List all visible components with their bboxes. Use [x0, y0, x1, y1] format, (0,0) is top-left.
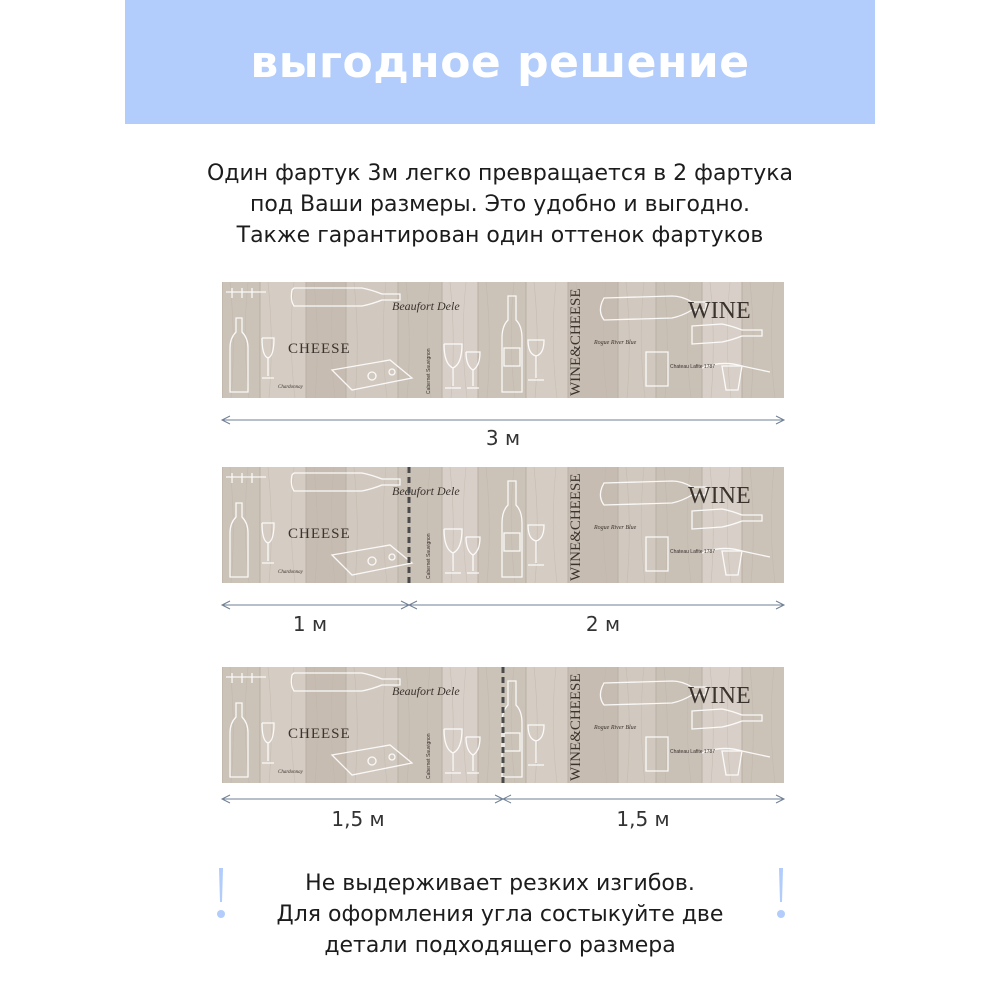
dimension-label: 3 м	[485, 426, 521, 450]
script-label: Beaufort Dele	[392, 299, 460, 313]
small-label: Chateau Lafite 1787	[670, 364, 716, 370]
cheese-lettering: CHEESE	[288, 341, 351, 357]
wine-lettering: WINE	[688, 483, 751, 509]
wine-lettering: WINE	[688, 298, 751, 324]
small-label: Chardonnay	[278, 385, 303, 390]
small-label: Chateau Lafite 1787	[670, 549, 716, 555]
note-line: Не выдерживает резких изгибов.	[305, 871, 695, 896]
wine-cheese-lettering: WINE&CHEESE	[568, 673, 584, 781]
small-label: Rogue River Blue	[594, 340, 637, 346]
small-label: Chateau Lafite 1787	[670, 749, 716, 755]
page-title: выгодное решение	[250, 36, 750, 88]
dimension-label: 2 м	[585, 612, 621, 636]
cheese-lettering: CHEESE	[288, 526, 351, 542]
dimension-label: 1 м	[292, 612, 328, 636]
warning-note	[200, 868, 800, 961]
small-label: Rogue River Blue	[594, 725, 637, 731]
script-label: Beaufort Dele	[392, 484, 460, 498]
intro-line: под Ваши размеры. Это удобно и выгодно.	[249, 192, 751, 217]
small-label: Cabernet Sauvignon	[426, 348, 432, 394]
intro-line: Также гарантирован один оттенок фартуков	[236, 223, 764, 248]
wine-cheese-lettering: WINE&CHEESE	[568, 288, 584, 396]
wine-lettering: WINE	[688, 683, 751, 709]
small-label: Cabernet Sauvignon	[426, 533, 432, 579]
intro-line: Один фартук 3м легко превращается в 2 фартука	[206, 161, 794, 186]
dimension-label: 1,5 м	[616, 807, 670, 831]
note-line: детали подходящего размера	[324, 933, 676, 958]
wine-cheese-lettering: WINE&CHEESE	[568, 473, 584, 581]
dimension-label: 1,5 м	[331, 807, 385, 831]
small-label: Rogue River Blue	[594, 525, 637, 531]
small-label: Cabernet Sauvignon	[426, 733, 432, 779]
cheese-lettering: CHEESE	[288, 726, 351, 742]
note-line: Для оформления угла состыкуйте две	[276, 902, 724, 927]
script-label: Beaufort Dele	[392, 684, 460, 698]
small-label: Chardonnay	[278, 770, 303, 775]
small-label: Chardonnay	[278, 570, 303, 575]
